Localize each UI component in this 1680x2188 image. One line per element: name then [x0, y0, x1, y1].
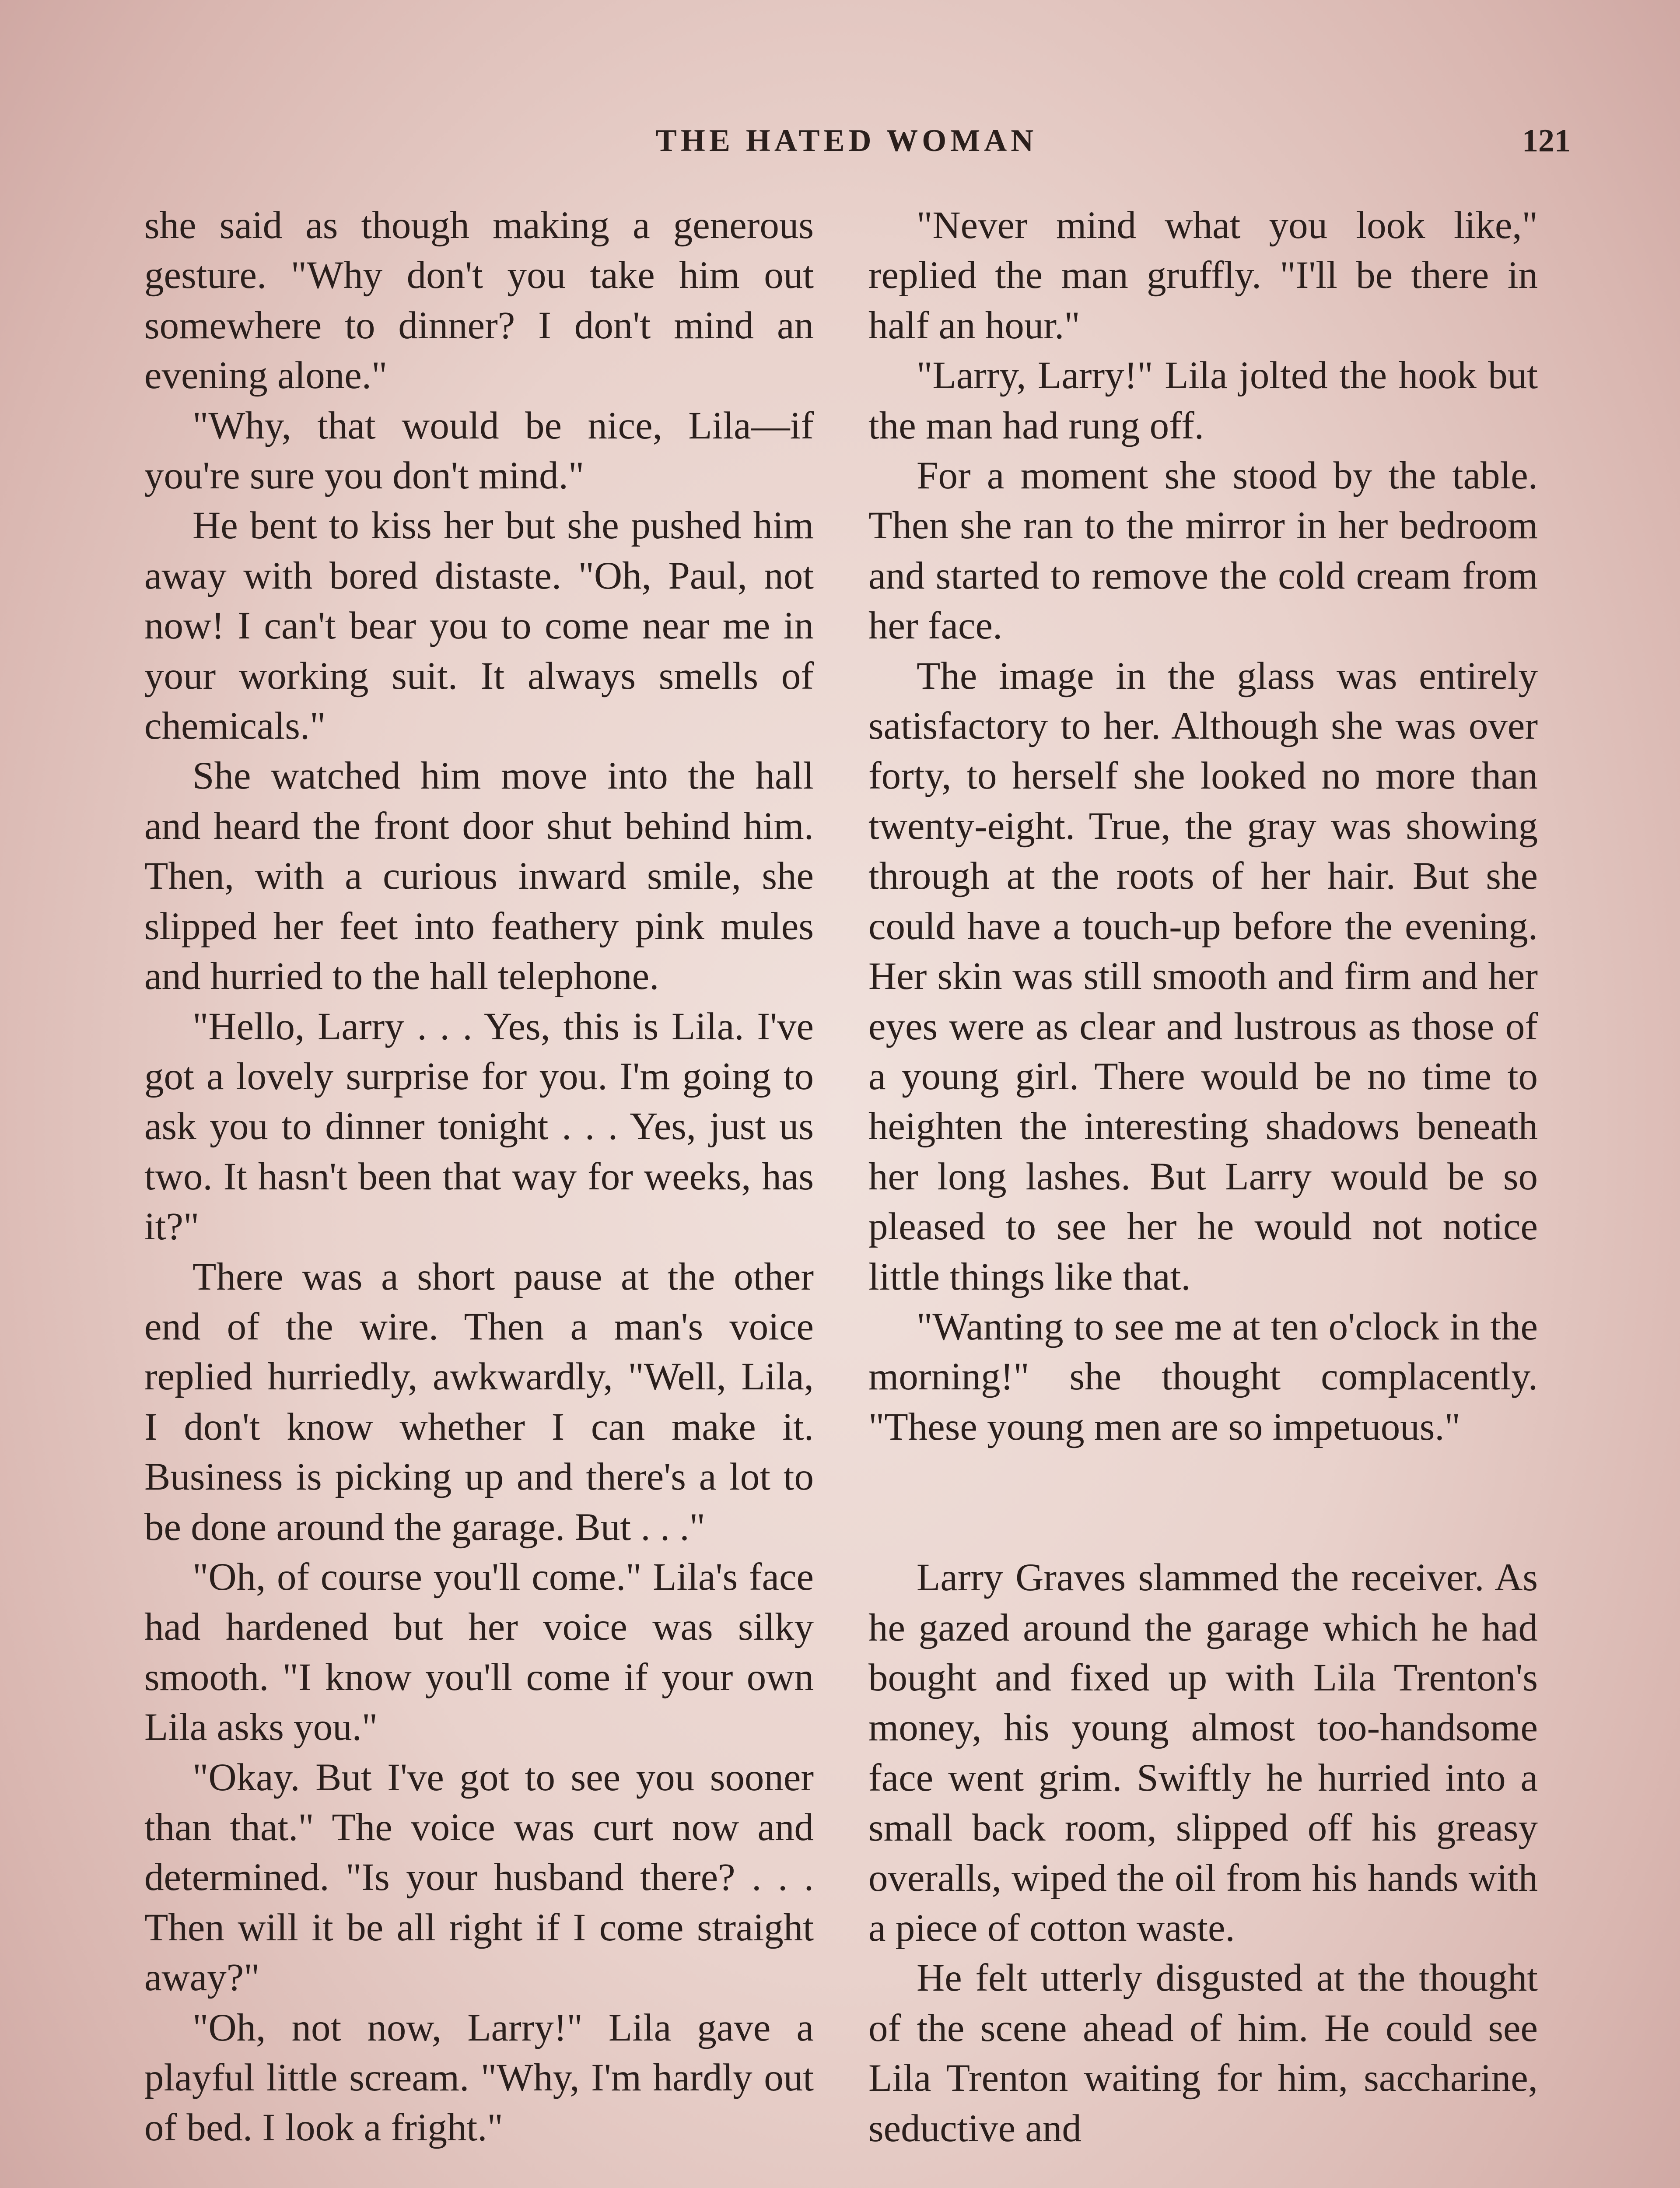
right-column [868, 200, 1538, 2153]
paragraph: The image in the glass was entirely satisfactory to her. Although she was over forty, to herself she looked no more than twenty-eight. True, the gray was showing through at the roots of her hair. But she could have a touch-up before the evening. Her skin was still smooth and firm and her eyes were as clear and lustrous as those of a young girl. There would be no time to heighten the interesting shadows beneath her long lashes. But Larry would be so pleased to see her he would not notice little things like that. [868, 654, 1538, 1298]
running-header [0, 123, 1680, 179]
page-number: 121 [1522, 123, 1571, 159]
paragraph: she said as though making a generous gesture. "Why don't you take him out somewhere to dinner? I don't mind an evening alone." [144, 204, 814, 397]
paragraph: "Why, that would be nice, Lila—if you're sure you don't mind." [144, 404, 814, 498]
paragraph: For a moment she stood by the table. Then she ran to the mirror in her bedroom and started to remove the cold cream from her face. [868, 454, 1538, 648]
paragraph: "Okay. But I've got to see you sooner than that." The voice was curt now and determined. "Is your husband there? . . . Then will it be all right if I come straight away?" [144, 1756, 814, 1999]
paragraph: "Larry, Larry!" Lila jolted the hook but the man had rung off. [868, 354, 1538, 447]
paragraph: "Wanting to see me at ten o'clock in the morning!" she thought complacently. "These young men are so impetuous." [868, 1305, 1538, 1448]
paragraph: He felt utterly disgusted at the thought of the scene ahead of him. He could see Lila Trenton waiting for him, saccharine, seductive and [868, 1957, 1538, 2150]
section-start-paragraph: Larry Graves slammed the receiver. As he gazed around the garage which he had bought and fixed up with Lila Trenton's money, his young almost too-handsome face went grim. Swiftly he hurried into a small back room, slipped off his greasy overalls, wiped the oil from his hands with a piece of cotton waste. [868, 1556, 1538, 1950]
paragraph: "Oh, not now, Larry!" Lila gave a playful little scream. "Why, I'm hardly out of bed. I look a fright." [144, 2006, 814, 2149]
paragraph: "Hello, Larry . . . Yes, this is Lila. I've got a lovely surprise for you. I'm going to ask you to dinner tonight . . . Yes, just us two. It hasn't been that way for weeks, has it?" [144, 1005, 814, 1248]
paragraph: "Never mind what you look like," replied the man gruffly. "I'll be there in half an hour." [868, 204, 1538, 347]
paragraph: She watched him move into the hall and heard the front door shut behind him. Then, with a curious inward smile, she slipped her feet into feathery pink mules and hurried to the hall telephone. [144, 754, 814, 998]
paragraph: There was a short pause at the other end of the wire. Then a man's voice replied hurriedly, awkwardly, "Well, Lila, I don't know whether I can make it. Business is picking up and there's a lot to be done around the garage. But . . ." [144, 1255, 814, 1549]
paragraph: He bent to kiss her but she pushed him away with bored distaste. "Oh, Paul, not now! I can't bear you to come near me in your working suit. It always smells of chemicals." [144, 504, 814, 748]
running-title: THE HATED WOMAN [655, 123, 1038, 158]
paragraph: "Oh, of course you'll come." Lila's face had hardened but her voice was silky smooth. "I know you'll come if your own Lila asks you." [144, 1555, 814, 1749]
left-column [144, 200, 814, 2153]
